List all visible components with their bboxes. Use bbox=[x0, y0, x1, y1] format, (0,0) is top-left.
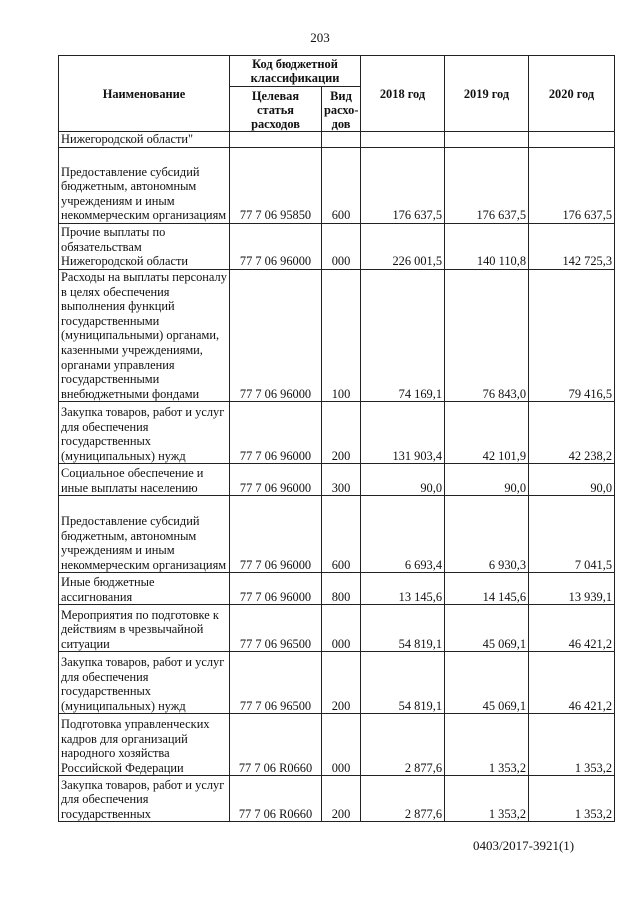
row-value-2018: 131 903,4 bbox=[361, 402, 445, 464]
row-target-article: 77 7 06 R0660 bbox=[230, 776, 322, 822]
row-value-2019: 1 353,2 bbox=[445, 776, 529, 822]
header-2019: 2019 год bbox=[445, 56, 529, 132]
row-target-article: 77 7 06 96000 bbox=[230, 464, 322, 496]
table-row bbox=[59, 573, 615, 605]
row-value-2020: 46 421,2 bbox=[529, 652, 615, 714]
row-expense-type: 000 bbox=[322, 714, 361, 776]
row-value-2018: 74 169,1 bbox=[361, 270, 445, 402]
row-name: Закупка товаров, работ и услуг для обеспечения государственных (муниципальных) нужд bbox=[59, 652, 230, 714]
row-value-2018: 13 145,6 bbox=[361, 573, 445, 605]
row-expense-type: 200 bbox=[322, 776, 361, 822]
row-value-2018: 6 693,4 bbox=[361, 496, 445, 573]
row-target-article: 77 7 06 R0660 bbox=[230, 714, 322, 776]
row-value-2020 bbox=[529, 132, 615, 148]
table-row bbox=[59, 714, 615, 776]
row-expense-type: 000 bbox=[322, 224, 361, 270]
row-target-article: 77 7 06 96000 bbox=[230, 270, 322, 402]
header-2020: 2020 год bbox=[529, 56, 615, 132]
row-value-2020: 1 353,2 bbox=[529, 776, 615, 822]
row-value-2018: 176 637,5 bbox=[361, 148, 445, 224]
row-target-article: 77 7 06 96500 bbox=[230, 652, 322, 714]
table-row bbox=[59, 132, 615, 148]
row-name: Социальное обеспечение и иные выплаты населению bbox=[59, 464, 230, 496]
row-expense-type: 200 bbox=[322, 402, 361, 464]
table-row bbox=[59, 402, 615, 464]
row-value-2020: 176 637,5 bbox=[529, 148, 615, 224]
table-row bbox=[59, 270, 615, 402]
row-name: Нижегородской области" bbox=[59, 132, 230, 148]
row-expense-type: 600 bbox=[322, 148, 361, 224]
row-value-2018: 2 877,6 bbox=[361, 714, 445, 776]
row-value-2018 bbox=[361, 132, 445, 148]
row-target-article: 77 7 06 96000 bbox=[230, 402, 322, 464]
row-name: Прочие выплаты по обязательствам Нижегородской области bbox=[59, 224, 230, 270]
row-expense-type: 800 bbox=[322, 573, 361, 605]
row-name: Предоставление субсидий бюджетным, автономным учреждениям и иным некоммерческим организациям bbox=[59, 496, 230, 573]
header-2018: 2018 год bbox=[361, 56, 445, 132]
row-value-2019: 6 930,3 bbox=[445, 496, 529, 573]
row-value-2018: 54 819,1 bbox=[361, 652, 445, 714]
row-value-2020: 42 238,2 bbox=[529, 402, 615, 464]
page-number: 203 bbox=[310, 30, 330, 45]
row-value-2020: 90,0 bbox=[529, 464, 615, 496]
row-name: Расходы на выплаты персоналу в целях обеспечения выполнения функций государственными (муниципальными) органами, казенными учреждениями, органами управления государственными внебюджетными фондами bbox=[59, 270, 230, 402]
row-value-2018: 90,0 bbox=[361, 464, 445, 496]
table-row bbox=[59, 224, 615, 270]
row-expense-type: 000 bbox=[322, 605, 361, 652]
row-target-article: 77 7 06 96000 bbox=[230, 496, 322, 573]
row-value-2019 bbox=[445, 132, 529, 148]
header-name: Наименование bbox=[59, 56, 230, 132]
row-value-2019: 176 637,5 bbox=[445, 148, 529, 224]
row-value-2019: 14 145,6 bbox=[445, 573, 529, 605]
table-row bbox=[59, 652, 615, 714]
row-value-2019: 1 353,2 bbox=[445, 714, 529, 776]
row-name: Предоставление субсидий бюджетным, автономным учреждениям и иным некоммерческим организациям bbox=[59, 148, 230, 224]
row-expense-type bbox=[322, 132, 361, 148]
table-row bbox=[59, 148, 615, 224]
row-name: Мероприятия по подготовке к действиям в чрезвычайной ситуации bbox=[59, 605, 230, 652]
header-budget-code: Код бюджетной классификации bbox=[230, 56, 361, 87]
row-value-2020: 79 416,5 bbox=[529, 270, 615, 402]
row-expense-type: 300 bbox=[322, 464, 361, 496]
row-value-2018: 54 819,1 bbox=[361, 605, 445, 652]
table-row bbox=[59, 605, 615, 652]
row-target-article: 77 7 06 95850 bbox=[230, 148, 322, 224]
row-value-2019: 45 069,1 bbox=[445, 652, 529, 714]
row-expense-type: 100 bbox=[322, 270, 361, 402]
table-row bbox=[59, 464, 615, 496]
row-value-2019: 42 101,9 bbox=[445, 402, 529, 464]
row-value-2018: 2 877,6 bbox=[361, 776, 445, 822]
row-value-2019: 90,0 bbox=[445, 464, 529, 496]
table-row bbox=[59, 496, 615, 573]
row-name: Подготовка управленческих кадров для организаций народного хозяйства Российской Федерации bbox=[59, 714, 230, 776]
budget-table bbox=[58, 55, 615, 822]
row-target-article bbox=[230, 132, 322, 148]
table-row bbox=[59, 776, 615, 822]
header-expense-type: Вид расхо-дов bbox=[322, 87, 361, 132]
document-code: 0403/2017-3921(1) bbox=[473, 838, 575, 853]
row-value-2019: 76 843,0 bbox=[445, 270, 529, 402]
row-target-article: 77 7 06 96500 bbox=[230, 605, 322, 652]
row-expense-type: 200 bbox=[322, 652, 361, 714]
row-name: Закупка товаров, работ и услуг для обеспечения государственных bbox=[59, 776, 230, 822]
row-value-2020: 13 939,1 bbox=[529, 573, 615, 605]
row-value-2019: 45 069,1 bbox=[445, 605, 529, 652]
row-value-2020: 1 353,2 bbox=[529, 714, 615, 776]
row-value-2019: 140 110,8 bbox=[445, 224, 529, 270]
row-target-article: 77 7 06 96000 bbox=[230, 573, 322, 605]
row-target-article: 77 7 06 96000 bbox=[230, 224, 322, 270]
row-expense-type: 600 bbox=[322, 496, 361, 573]
row-value-2018: 226 001,5 bbox=[361, 224, 445, 270]
row-value-2020: 7 041,5 bbox=[529, 496, 615, 573]
row-name: Иные бюджетные ассигнования bbox=[59, 573, 230, 605]
row-value-2020: 46 421,2 bbox=[529, 605, 615, 652]
row-value-2020: 142 725,3 bbox=[529, 224, 615, 270]
header-target-article: Целевая статья расходов bbox=[230, 87, 322, 132]
row-name: Закупка товаров, работ и услуг для обеспечения государственных (муниципальных) нужд bbox=[59, 402, 230, 464]
